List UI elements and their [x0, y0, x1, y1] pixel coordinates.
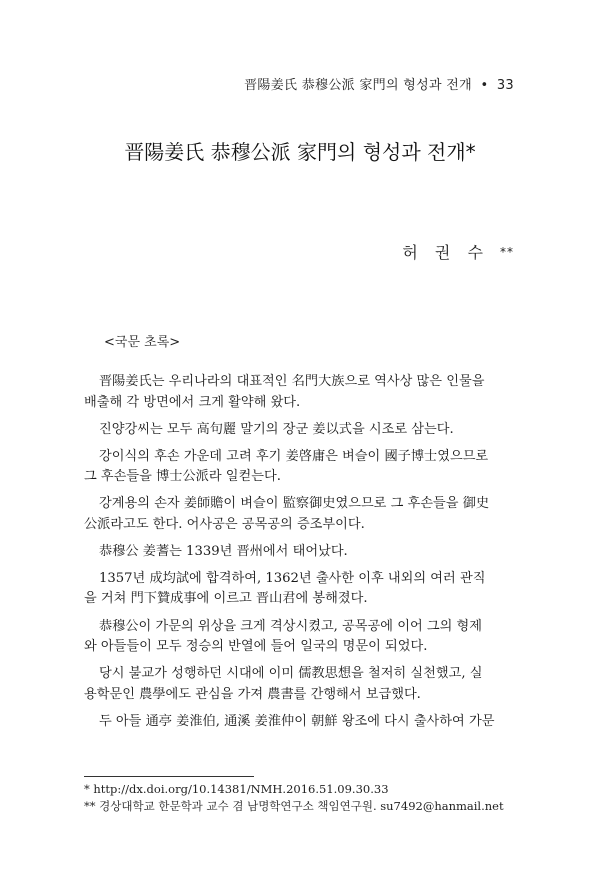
text-line: 을 거쳐 門下贊成事에 이르고 晋山君에 봉해졌다.	[84, 591, 368, 607]
abstract-paragraph	[84, 447, 516, 488]
author-footnote-mark: **	[500, 245, 514, 259]
text-line: 1357년 成均試에 합격하여, 1362년 출사한 이후 내외의 여러 관직	[99, 570, 486, 586]
footnotes	[84, 781, 524, 815]
abstract-paragraph	[84, 542, 516, 563]
text-line: 용학문인 農學에도 관심을 가져 農書를 간행해서 보급했다.	[84, 686, 421, 702]
footnote-doi: * http://dx.doi.org/10.14381/NMH.2016.51.09.30.33	[84, 782, 389, 796]
text-line: 진양강씨는 모두 高句麗 말기의 장군 姜以式을 시조로 삼는다.	[99, 421, 454, 437]
text-line: 恭穆公 姜蓍는 1339년 晋州에서 태어났다.	[99, 543, 348, 559]
text-line: 강이식의 후손 가운데 고려 후기 姜啓庸은 벼슬이 國子博士였으므로	[99, 448, 489, 464]
author	[402, 240, 514, 263]
article-title: 晋陽姜氏 恭穆公派 家門의 형성과 전개*	[124, 140, 476, 164]
page-number: 33	[496, 78, 514, 93]
abstract-paragraph	[84, 372, 516, 413]
abstract-paragraph	[84, 494, 516, 535]
abstract-body	[84, 372, 516, 739]
abstract-label: <국문 초록>	[104, 335, 181, 350]
author-name: 허 권 수	[402, 243, 489, 262]
text-line: 두 아들 通亭 姜淮伯, 通溪 姜淮仲이 朝鮮 왕조에 다시 출사하여 가문	[99, 713, 495, 729]
text-line: 당시 불교가 성행하던 시대에 이미 儒教思想을 철저히 실천했고, 실	[99, 666, 483, 682]
abstract-paragraph	[84, 420, 516, 441]
running-head	[244, 74, 514, 93]
text-line: 와 아들들이 모두 정승의 반열에 들어 일국의 명문이 되었다.	[84, 639, 428, 655]
text-line: 강계용의 손자 姜師贍이 벼슬이 監察御史였으므로 그 후손들을 御史	[99, 496, 490, 512]
abstract-paragraph	[84, 712, 516, 733]
text-line: 그 후손들을 博士公派라 일컫는다.	[84, 469, 281, 485]
running-head-separator: •	[480, 78, 489, 93]
text-line: 公派라고도 한다. 어사공은 공목공의 증조부이다.	[84, 516, 365, 532]
text-line: 晋陽姜氏는 우리나라의 대표적인 名門大族으로 역사상 많은 인물을	[99, 374, 485, 389]
footnote-author-affiliation: ** 경상대학교 한문학과 교수 겸 남명학연구소 책임연구원. su7492@hanmail.net	[84, 799, 504, 813]
text-line: 배출해 각 방면에서 크게 활약해 왔다.	[84, 394, 301, 410]
abstract-paragraph	[84, 617, 516, 658]
abstract-paragraph	[84, 569, 516, 610]
text-line: 恭穆公이 가문의 위상을 크게 격상시켰고, 공목공에 이어 그의 형제	[99, 618, 483, 634]
running-head-title: 晋陽姜氏 恭穆公派 家門의 형성과 전개	[244, 78, 472, 93]
footnote-divider	[84, 776, 254, 777]
abstract-paragraph	[84, 664, 516, 705]
